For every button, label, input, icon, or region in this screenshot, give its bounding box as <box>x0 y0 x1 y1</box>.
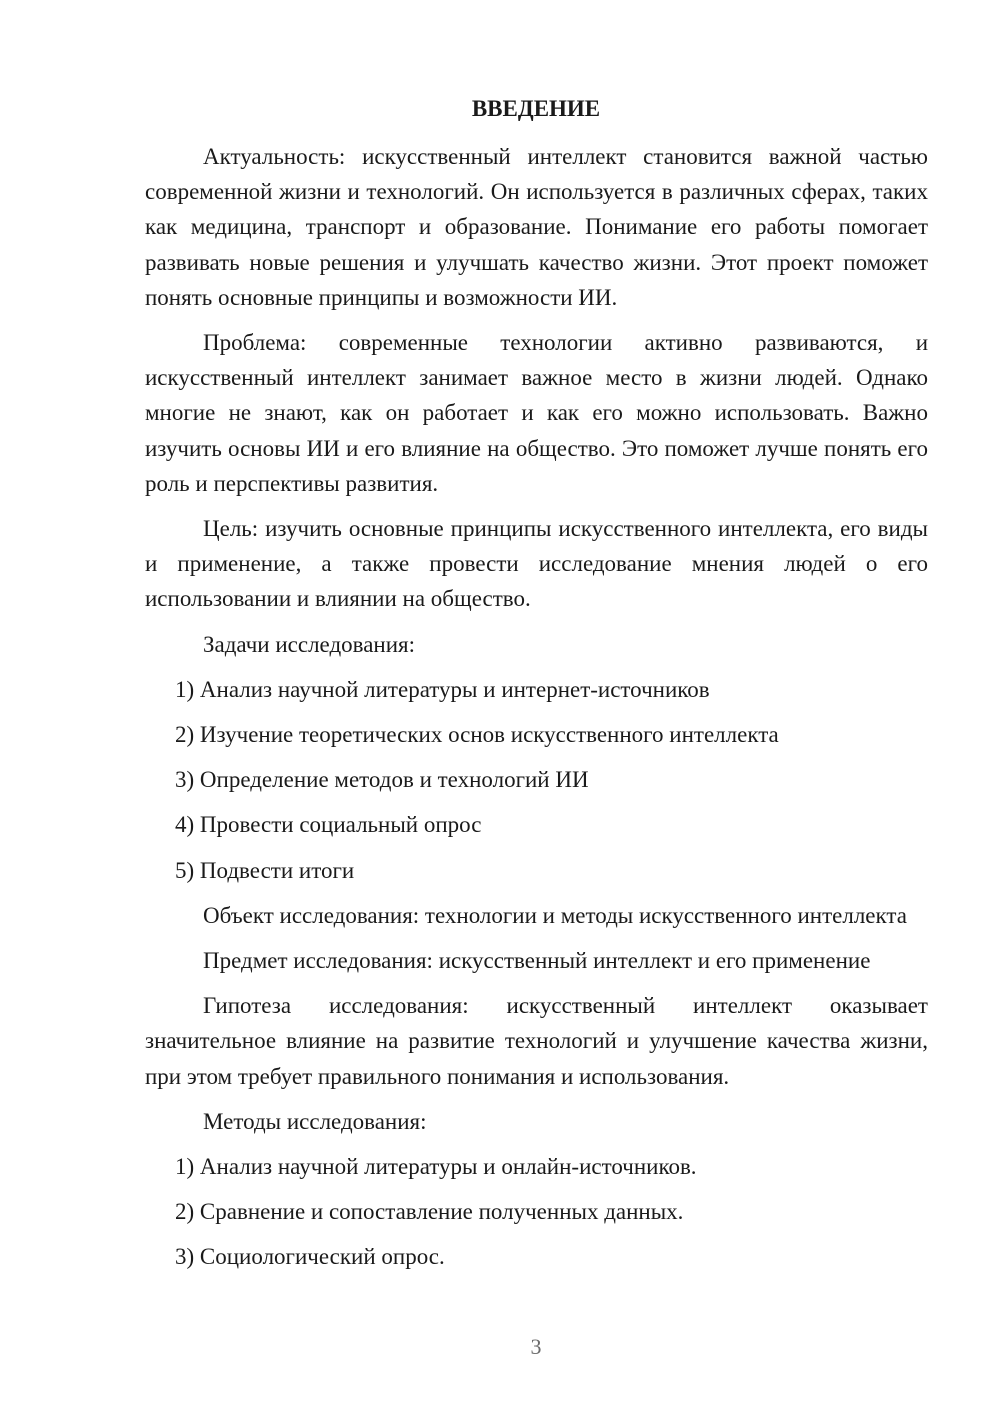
task-item: 5) Подвести итоги <box>175 857 355 883</box>
task-item: 3) Определение методов и технологий ИИ <box>175 767 589 793</box>
method-item: 2) Сравнение и сопоставление полученных данных. <box>175 1199 684 1225</box>
page-title: ВВЕДЕНИЕ <box>471 96 601 121</box>
tasks-heading: Задачи исследования: <box>203 631 416 657</box>
hypothesis-paragraph: Гипотеза исследования: искусственный интеллект оказывает значительное влияние на развитие технологий и улучшение качества жизни, при этом требует правильного понимания и использования. <box>145 993 928 1089</box>
task-item: 1) Анализ научной литературы и интернет-источников <box>175 676 710 702</box>
goal-paragraph: Цель: изучить основные принципы искусственного интеллекта, его виды и применение, а также провести исследование мнения людей о его использовании и влиянии на общество. <box>145 516 928 612</box>
document-body <box>145 139 928 1285</box>
task-item: 4) Провести социальный опрос <box>175 812 482 838</box>
methods-list <box>145 1149 928 1275</box>
problem-paragraph: Проблема: современные технологии активно развиваются, и искусственный интеллект занимает важное место в жизни людей. Однако многие не знают, как он работает и как его можно использовать. Важно изучить основы ИИ и его влияние на общество. Это поможет лучше понять его роль и перспективы развития. <box>145 330 928 496</box>
methods-heading: Методы исследования: <box>203 1108 427 1134</box>
task-item: 2) Изучение теоретических основ искусственного интеллекта <box>175 722 779 748</box>
subject-paragraph: Предмет исследования: искусственный интеллект и его применение <box>203 948 871 974</box>
page-number: 3 <box>530 1334 542 1359</box>
object-paragraph: Объект исследования: технологии и методы искусственного интеллекта <box>203 902 907 928</box>
relevance-paragraph: Актуальность: искусственный интеллект становится важной частью современной жизни и технологий. Он используется в различных сферах, таких как медицина, транспорт и образование. Понимание его работы помогает развивать новые решения и улучшать качество жизни. Этот проект поможет понять основные принципы и возможности ИИ. <box>145 144 928 310</box>
method-item: 1) Анализ научной литературы и онлайн-источников. <box>175 1154 697 1180</box>
method-item: 3) Социологический опрос. <box>175 1244 445 1270</box>
tasks-list <box>145 672 928 888</box>
